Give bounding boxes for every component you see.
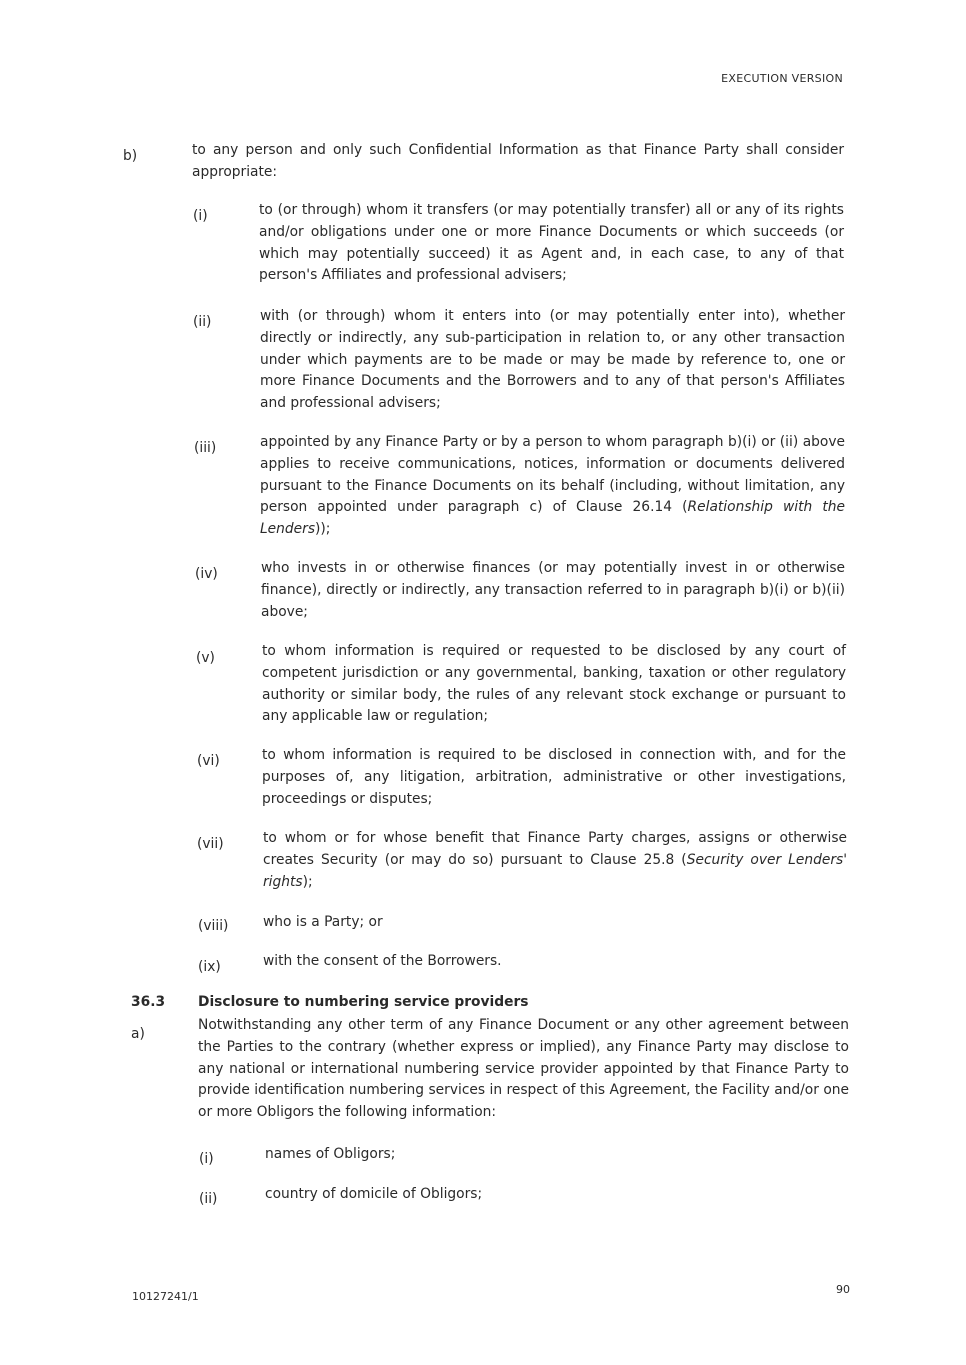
item-b-ii-label: (ii): [193, 314, 212, 330]
item-b-viii-text: who is a Party; or: [263, 914, 383, 930]
section-number: 36.3: [131, 994, 166, 1010]
item-b-v-text: to whom information is required or requested to be disclosed by any court of competent jurisdiction or any governmental, banking, taxation or other regulatory authority or similar body, the rules of any relevant stock exchange or pursuant to any applicable law or regulation;: [262, 643, 846, 725]
paragraph-b-text: to any person and only such Confidential Information as that Finance Party shall consider appropriate:: [192, 142, 844, 180]
execution-version-header: EXECUTION VERSION: [721, 72, 843, 85]
item-b-ix-text: with the consent of the Borrowers.: [263, 953, 502, 969]
item-a-i-text: names of Obligors;: [265, 1146, 396, 1162]
item-b-vii-text-pre: to whom or for whose benefit that Finance Party charges, assigns or otherwise creates Security (or may do so) pursuant to Clause 25.8 (: [263, 830, 847, 868]
item-b-vii-label: (vii): [197, 836, 224, 852]
item-b-iii-text-italic: Relationship with the Lenders: [260, 499, 845, 538]
item-b-v-label: (v): [196, 650, 215, 666]
paragraph-b-label: b): [123, 148, 138, 164]
paragraph-a-text: Notwithstanding any other term of any Finance Document or any other agreement between the Parties to the contrary (whether express or implied), any Finance Party may disclose to any national or international numbering service provider appointed by that Finance Party to provide identification numbering services in respect of this Agreement, the Facility and/or one or more Obligors the following information:: [198, 1017, 849, 1121]
item-b-iii-label: (iii): [194, 440, 217, 456]
item-b-iv-label: (iv): [195, 566, 218, 582]
item-b-vi-text: to whom information is required to be disclosed in connection with, and for the purposes of, any litigation, arbitration, administrative or other investigations, proceedings or disputes;: [262, 747, 846, 807]
item-a-ii-text: country of domicile of Obligors;: [265, 1186, 483, 1202]
item-b-ii-text: with (or through) whom it enters into (or may potentially enter into), whether directly or indirectly, any sub-participation in relation to, or any other transaction under which payments are to be made or may be made by reference to, one or more Finance Documents and the Borrowers and to any of that person's Affiliates and professional advisers;: [260, 308, 845, 412]
item-b-vii-text-post: );: [302, 873, 313, 890]
item-b-vii-text-italic: Security over Lenders' rights: [263, 851, 847, 890]
document-reference: 10127241/1: [132, 1290, 199, 1303]
item-b-vii-text: [263, 828, 847, 893]
section-title: Disclosure to numbering service providers: [198, 994, 529, 1010]
item-b-i-label: (i): [193, 208, 208, 224]
item-b-iii-text-pre: appointed by any Finance Party or by a person to whom paragraph b)(i) or (ii) above applies to receive communications, notices, information or documents delivered pursuant to the Finance Documents on its behalf (including, without limitation, any person appointed under paragraph c) of Clause 26.14 (: [260, 434, 845, 516]
item-b-iii-text: [260, 432, 845, 541]
item-b-i-text: to (or through) whom it transfers (or may potentially transfer) all or any of its rights and/or obligations under one or more Finance Documents or which succeeds (or which may potentially succeed) it as Agent and, in each case, to any of that person's Affiliates and professional advisers;: [259, 202, 844, 284]
item-b-iv-text: who invests in or otherwise finances (or may potentially invest in or otherwise finance), directly or indirectly, any transaction referred to in paragraph b)(i) or b)(ii) above;: [261, 560, 845, 620]
item-a-i-label: (i): [199, 1151, 214, 1167]
item-b-viii-label: (viii): [198, 918, 229, 934]
paragraph-a-label: a): [131, 1026, 145, 1042]
item-b-ix-label: (ix): [198, 959, 221, 975]
item-b-iii-text-post: ));: [315, 521, 331, 538]
item-a-ii-label: (ii): [199, 1191, 218, 1207]
page-number: 90: [836, 1283, 850, 1296]
item-b-vi-label: (vi): [197, 753, 220, 769]
